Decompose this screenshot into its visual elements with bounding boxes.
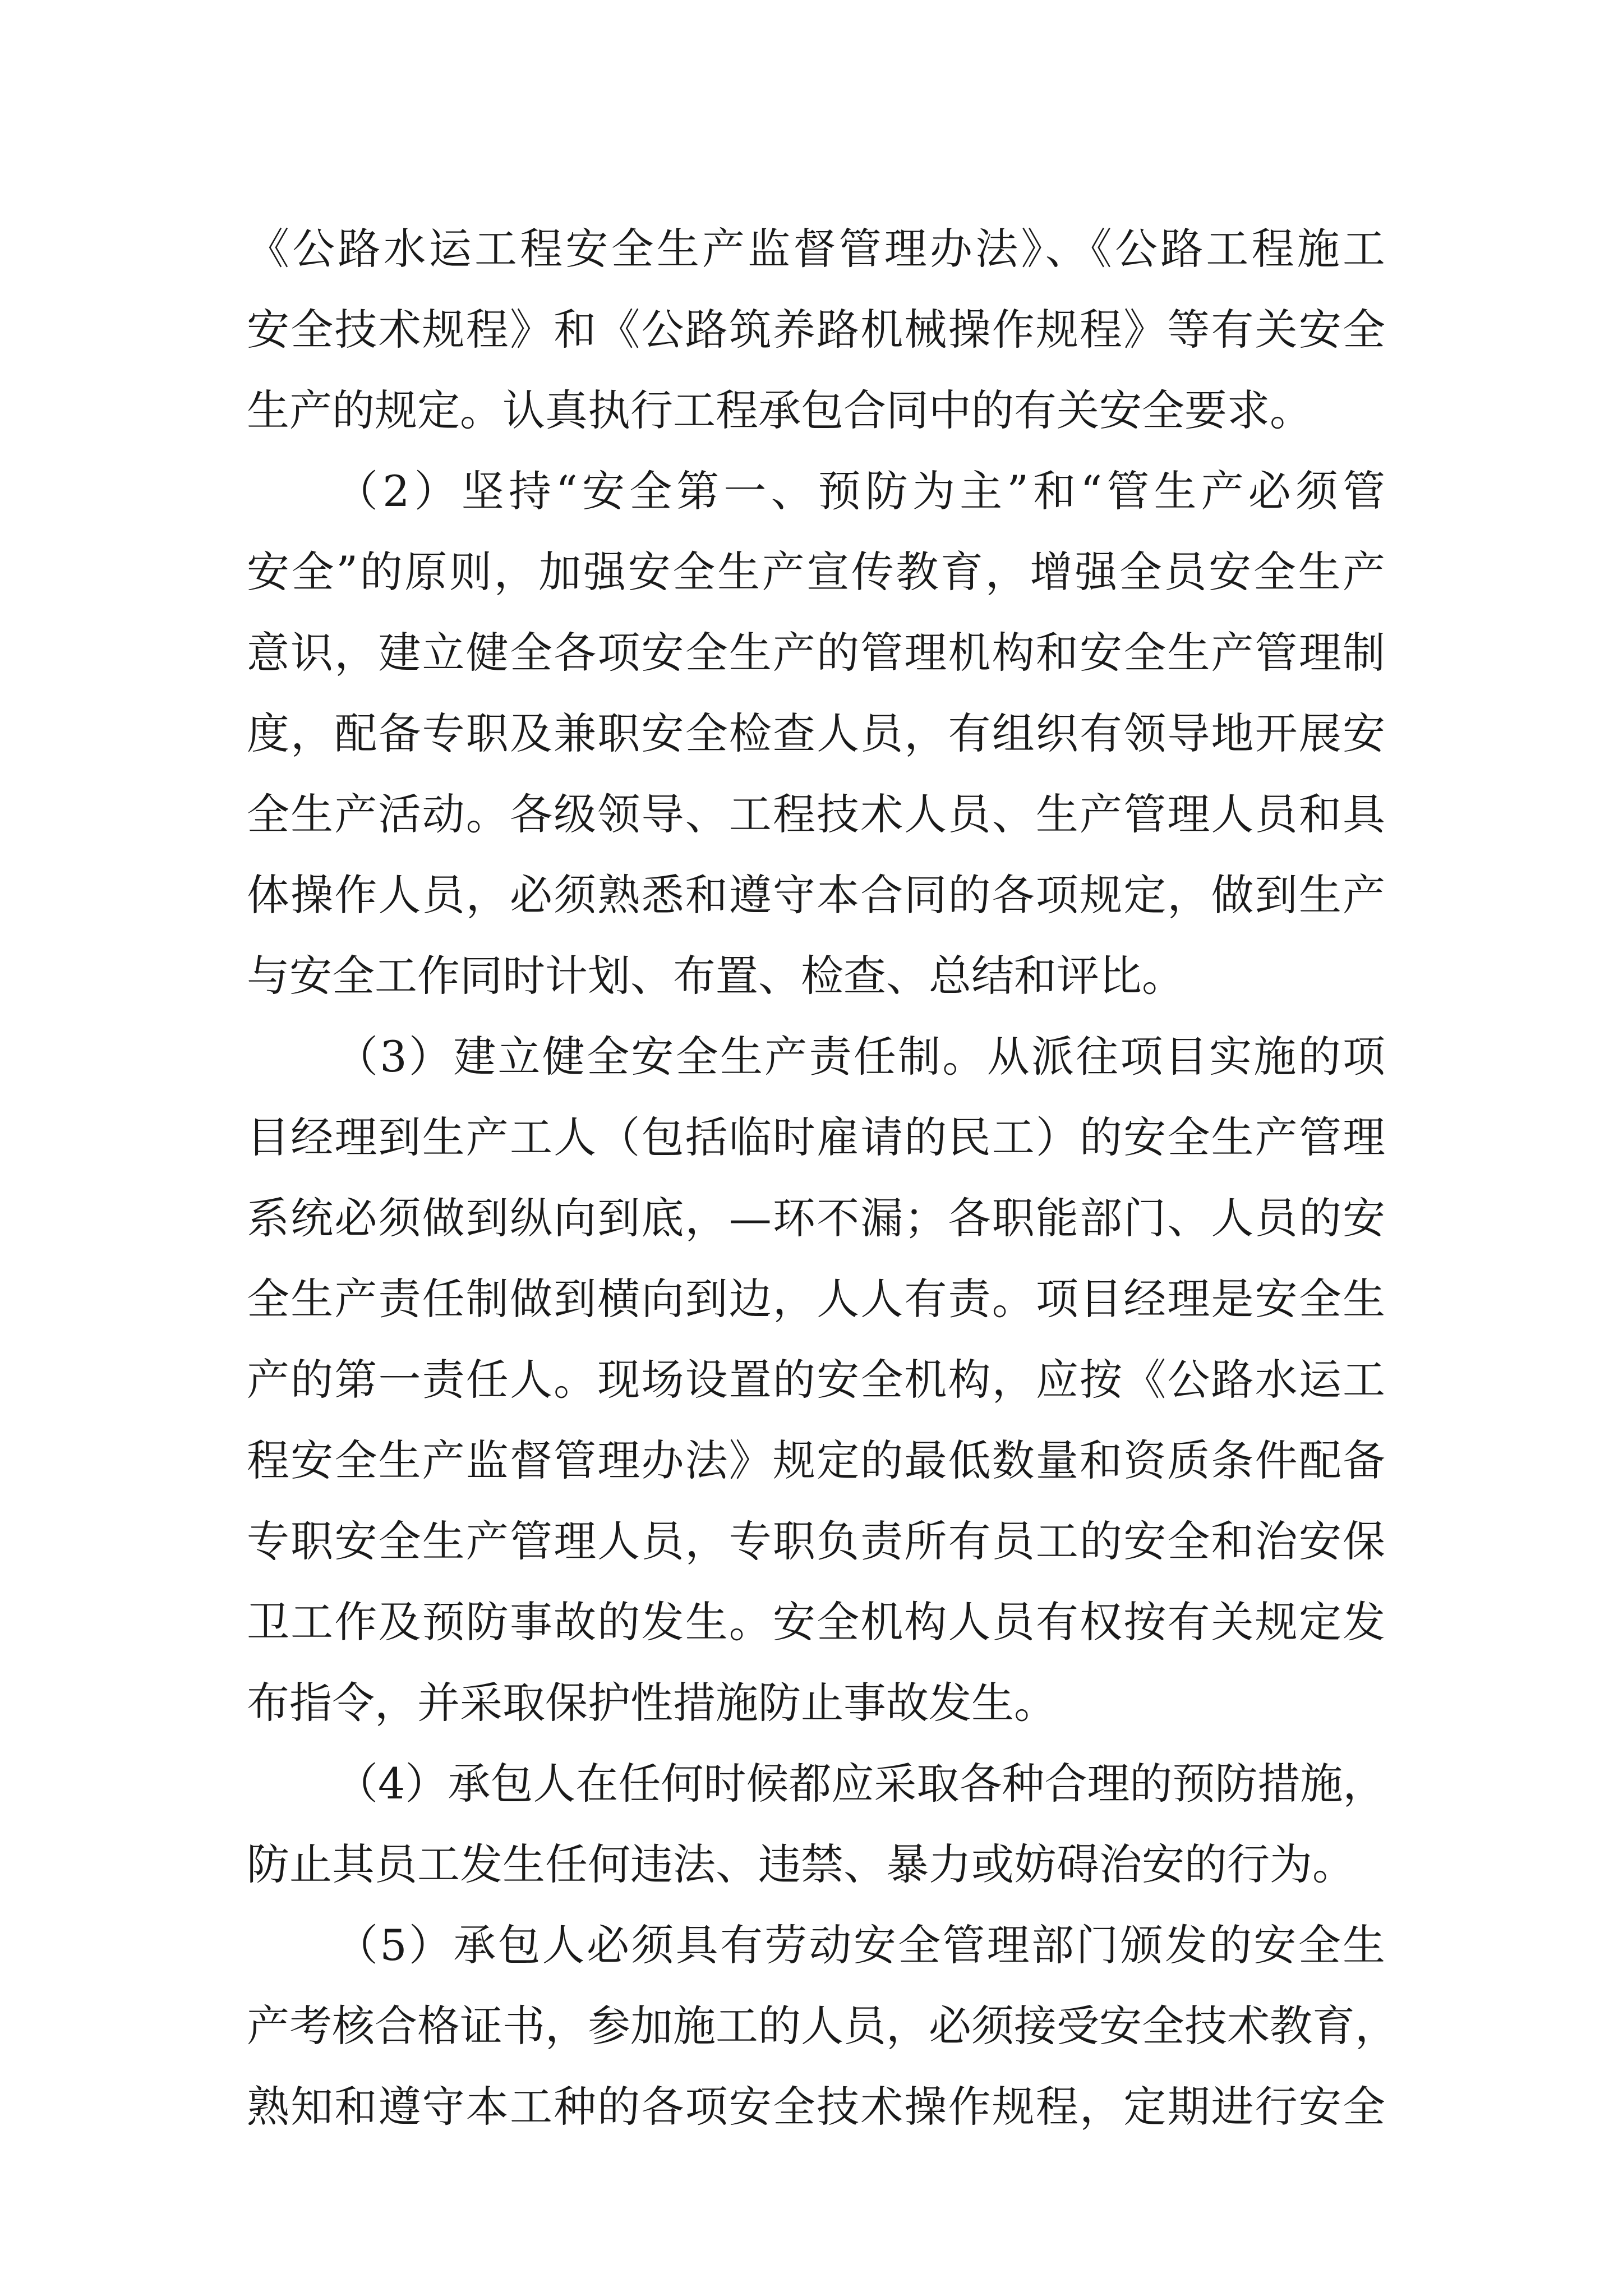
text-line: 程安全生产监督管理办法》规定的最低数量和资质条件配备: [247, 1435, 1385, 1485]
text-line: 熟知和遵守本工种的各项安全技术操作规程，定期进行安全: [247, 2082, 1385, 2132]
text-line: 系统必须做到纵向到底，—环不漏；各职能部门、人员的安: [247, 1193, 1385, 1243]
text-line: 度，配备专职及兼职安全检查人员，有组织有领导地开展安: [247, 708, 1385, 758]
text-line: 专职安全生产管理人员，专职负责所有员工的安全和治安保: [247, 1516, 1385, 1566]
text-line: 体操作人员，必须熟悉和遵守本合同的各项规定，做到生产: [247, 870, 1385, 920]
text-line: 防止其员工发生任何违法、违禁、暴力或妨碍治安的行为。: [247, 1839, 1355, 1889]
paragraph-item-4: [247, 1743, 1385, 1905]
text-line: 全生产活动。各级领导、工程技术人员、生产管理人员和具: [247, 789, 1385, 839]
paragraph-item-5: [247, 1905, 1398, 2147]
text-line: 目经理到生产工人（包括临时雇请的民工）的安全生产管理: [247, 1112, 1385, 1162]
text-line: （2）坚持“安全第一、预防为主”和“管生产必须管: [335, 466, 1385, 516]
document-body: [247, 209, 1398, 2147]
text-line: 与安全工作同时计划、布置、检查、总结和评比。: [247, 951, 1184, 1001]
text-line: 安全”的原则，加强安全生产宣传教育，增强全员安全生产: [247, 547, 1385, 597]
text-line: 产考核合格证书，参加施工的人员，必须接受安全技术教育，: [247, 2001, 1398, 2051]
text-line: （5）承包人必须具有劳动安全管理部门颁发的安全生: [335, 1920, 1385, 1970]
text-line: 《公路水运工程安全生产监督管理办法》、《公路工程施工: [247, 224, 1385, 274]
text-line: 布指令，并采取保护性措施防止事故发生。: [247, 1678, 1057, 1728]
paragraph-item-3: [247, 1016, 1385, 1743]
paragraph-item-2: [247, 451, 1385, 1016]
text-line: 卫工作及预防事故的发生。安全机构人员有权按有关规定发: [247, 1597, 1385, 1647]
text-line: 全生产责任制做到横向到边，人人有责。项目经理是安全生: [247, 1274, 1385, 1324]
text-line: 安全技术规程》和《公路筑养路机械操作规程》等有关安全: [247, 305, 1385, 355]
text-line: 意识，建立健全各项安全生产的管理机构和安全生产管理制: [247, 628, 1385, 678]
text-line: 产的第一责任人。现场设置的安全机构，应按《公路水运工: [247, 1355, 1385, 1405]
text-line: 生产的规定。认真执行工程承包合同中的有关安全要求。: [247, 385, 1312, 435]
text-line: （3）建立健全安全生产责任制。从派往项目实施的项: [335, 1032, 1385, 1082]
paragraph-regulations-continued: [247, 209, 1385, 451]
text-line: （4）承包人在任何时候都应采取各种合理的预防措施，: [335, 1759, 1386, 1809]
